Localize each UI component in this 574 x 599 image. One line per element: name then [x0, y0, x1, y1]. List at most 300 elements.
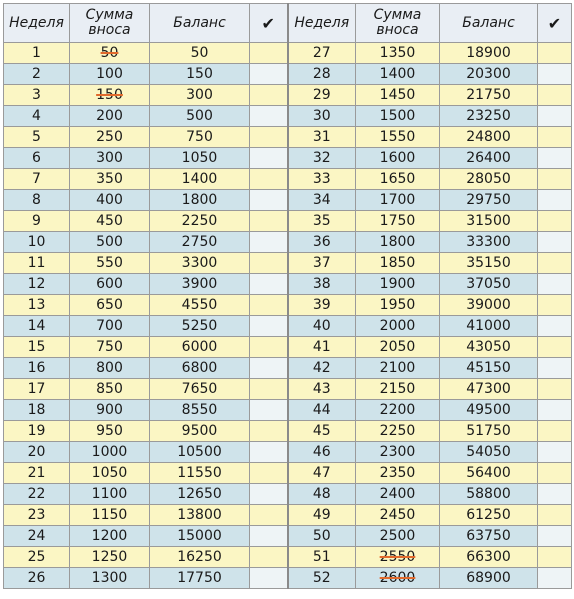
- week-cell-value: 45: [312, 423, 331, 439]
- checkmark-icon: ✔: [250, 4, 288, 43]
- week-cell: [288, 400, 356, 421]
- week-cell: [4, 85, 70, 106]
- deposit-cell: [70, 274, 150, 295]
- week-cell: [288, 211, 356, 232]
- week-cell-value: 46: [312, 444, 331, 460]
- check-cell[interactable]: [250, 547, 288, 568]
- balance-cell: [440, 505, 538, 526]
- balance-cell: [440, 358, 538, 379]
- deposit-cell: [70, 379, 150, 400]
- check-cell[interactable]: [538, 274, 572, 295]
- deposit-cell-value: 2400: [379, 486, 416, 502]
- check-cell[interactable]: [250, 64, 288, 85]
- deposit-cell: [70, 337, 150, 358]
- deposit-cell: [70, 421, 150, 442]
- balance-cell-value: 16250: [177, 549, 222, 565]
- week-cell: [4, 358, 70, 379]
- check-cell[interactable]: [250, 400, 288, 421]
- week-cell-value: 43: [312, 381, 331, 397]
- week-cell-value: 50: [312, 528, 331, 544]
- check-cell[interactable]: [538, 358, 572, 379]
- week-cell-value: 3: [32, 87, 41, 103]
- deposit-cell: [70, 43, 150, 64]
- week-cell-value: 18: [27, 402, 46, 418]
- table-row: [4, 190, 572, 211]
- week-cell-value: 40: [312, 318, 331, 334]
- table-row: [4, 43, 572, 64]
- check-cell[interactable]: [538, 211, 572, 232]
- week-cell: [4, 127, 70, 148]
- balance-cell: [440, 85, 538, 106]
- balance-cell-value: 750: [186, 129, 213, 145]
- deposit-cell-value: 550: [96, 255, 123, 271]
- table-row: [4, 169, 572, 190]
- balance-cell: [150, 190, 250, 211]
- balance-cell: [440, 484, 538, 505]
- balance-cell: [440, 127, 538, 148]
- deposit-cell-value: 2600: [379, 570, 416, 586]
- week-cell: [288, 106, 356, 127]
- week-cell-value: 16: [27, 360, 46, 376]
- week-cell-value: 44: [312, 402, 331, 418]
- table-row: [4, 526, 572, 547]
- balance-cell: [150, 295, 250, 316]
- week-cell: [4, 232, 70, 253]
- balance-cell: [440, 106, 538, 127]
- week-cell-value: 35: [312, 213, 331, 229]
- balance-cell: [150, 274, 250, 295]
- week-cell-value: 21: [27, 465, 46, 481]
- week-cell: [4, 274, 70, 295]
- week-cell-value: 9: [32, 213, 41, 229]
- balance-cell: [440, 295, 538, 316]
- balance-cell-value: 47300: [466, 381, 511, 397]
- week-cell-value: 47: [312, 465, 331, 481]
- balance-cell: [440, 337, 538, 358]
- week-cell: [4, 379, 70, 400]
- week-cell: [4, 169, 70, 190]
- deposit-cell: [70, 190, 150, 211]
- check-cell[interactable]: [250, 85, 288, 106]
- week-cell: [4, 547, 70, 568]
- week-cell: [4, 505, 70, 526]
- check-cell[interactable]: [538, 64, 572, 85]
- balance-cell: [150, 253, 250, 274]
- balance-cell-value: 3300: [181, 255, 218, 271]
- week-cell-value: 34: [312, 192, 331, 208]
- deposit-cell: [356, 505, 440, 526]
- deposit-cell: [356, 211, 440, 232]
- deposit-cell-value: 1000: [91, 444, 128, 460]
- balance-cell: [440, 547, 538, 568]
- balance-cell-value: 1400: [181, 171, 218, 187]
- deposit-cell: [356, 232, 440, 253]
- deposit-cell: [70, 295, 150, 316]
- balance-cell-value: 35150: [466, 255, 511, 271]
- balance-cell: [440, 379, 538, 400]
- deposit-cell: [70, 526, 150, 547]
- week-cell: [288, 568, 356, 589]
- week-cell-value: 39: [312, 297, 331, 313]
- check-cell[interactable]: [250, 253, 288, 274]
- check-cell[interactable]: [538, 148, 572, 169]
- check-cell[interactable]: [538, 316, 572, 337]
- check-cell[interactable]: [538, 484, 572, 505]
- deposit-cell: [356, 43, 440, 64]
- balance-cell: [150, 148, 250, 169]
- deposit-cell-value: 1100: [91, 486, 128, 502]
- week-cell-value: 28: [312, 66, 331, 82]
- balance-cell-value: 12650: [177, 486, 222, 502]
- deposit-cell: [356, 316, 440, 337]
- week-cell-value: 41: [312, 339, 331, 355]
- header-week-right: Неделя: [288, 4, 356, 43]
- balance-cell: [440, 274, 538, 295]
- balance-cell: [150, 211, 250, 232]
- week-cell-value: 30: [312, 108, 331, 124]
- week-cell-value: 25: [27, 549, 46, 565]
- balance-cell-value: 45150: [466, 360, 511, 376]
- savings-schedule-table: [3, 3, 572, 589]
- deposit-cell: [356, 379, 440, 400]
- check-cell[interactable]: [250, 568, 288, 589]
- week-cell: [288, 169, 356, 190]
- balance-cell: [440, 43, 538, 64]
- week-cell: [4, 421, 70, 442]
- week-cell-value: 11: [27, 255, 46, 271]
- deposit-cell: [70, 64, 150, 85]
- week-cell: [288, 274, 356, 295]
- deposit-cell: [356, 337, 440, 358]
- week-cell: [288, 379, 356, 400]
- balance-cell: [440, 211, 538, 232]
- balance-cell: [440, 169, 538, 190]
- deposit-cell: [356, 106, 440, 127]
- check-cell[interactable]: [250, 484, 288, 505]
- check-cell[interactable]: [250, 232, 288, 253]
- check-cell[interactable]: [538, 442, 572, 463]
- week-cell-value: 48: [312, 486, 331, 502]
- deposit-cell-value: 1800: [379, 234, 416, 250]
- balance-cell-value: 68900: [466, 570, 511, 586]
- balance-cell: [150, 421, 250, 442]
- week-cell: [4, 106, 70, 127]
- week-cell: [288, 85, 356, 106]
- balance-cell: [150, 85, 250, 106]
- balance-cell-value: 3900: [181, 276, 218, 292]
- balance-cell: [440, 190, 538, 211]
- balance-cell-value: 6000: [181, 339, 218, 355]
- deposit-cell: [70, 148, 150, 169]
- deposit-cell: [356, 400, 440, 421]
- deposit-cell-value: 1850: [379, 255, 416, 271]
- deposit-cell-value: 50: [100, 45, 119, 61]
- week-cell: [4, 442, 70, 463]
- check-cell[interactable]: [538, 169, 572, 190]
- deposit-cell: [70, 85, 150, 106]
- week-cell: [288, 547, 356, 568]
- deposit-cell: [70, 547, 150, 568]
- week-cell: [4, 400, 70, 421]
- week-cell-value: 19: [27, 423, 46, 439]
- balance-cell: [150, 358, 250, 379]
- week-cell-value: 36: [312, 234, 331, 250]
- check-cell[interactable]: [250, 190, 288, 211]
- deposit-cell-value: 400: [96, 192, 123, 208]
- deposit-cell-value: 250: [96, 129, 123, 145]
- deposit-cell-value: 2050: [379, 339, 416, 355]
- check-cell[interactable]: [538, 85, 572, 106]
- balance-cell-value: 150: [186, 66, 213, 82]
- check-cell[interactable]: [538, 568, 572, 589]
- week-cell-value: 10: [27, 234, 46, 250]
- balance-cell-value: 9500: [181, 423, 218, 439]
- balance-cell: [150, 43, 250, 64]
- deposit-cell-value: 700: [96, 318, 123, 334]
- week-cell-value: 14: [27, 318, 46, 334]
- balance-cell-value: 15000: [177, 528, 222, 544]
- check-cell[interactable]: [538, 43, 572, 64]
- week-cell: [288, 43, 356, 64]
- balance-cell-value: 49500: [466, 402, 511, 418]
- week-cell-value: 1: [32, 45, 41, 61]
- week-cell: [4, 190, 70, 211]
- deposit-cell-value: 1950: [379, 297, 416, 313]
- deposit-cell: [70, 568, 150, 589]
- check-cell[interactable]: [538, 379, 572, 400]
- check-cell[interactable]: [250, 379, 288, 400]
- check-cell[interactable]: [250, 127, 288, 148]
- check-cell[interactable]: [250, 295, 288, 316]
- balance-cell-value: 51750: [466, 423, 511, 439]
- deposit-cell-value: 900: [96, 402, 123, 418]
- balance-cell-value: 33300: [466, 234, 511, 250]
- deposit-cell: [70, 211, 150, 232]
- deposit-cell-value: 2450: [379, 507, 416, 523]
- table-row: [4, 106, 572, 127]
- check-cell[interactable]: [250, 106, 288, 127]
- balance-cell-value: 6800: [181, 360, 218, 376]
- table-row: [4, 85, 572, 106]
- week-cell: [288, 337, 356, 358]
- header-deposit-right: Сумма вноса: [356, 4, 440, 43]
- deposit-cell-value: 1650: [379, 171, 416, 187]
- deposit-cell: [70, 253, 150, 274]
- check-cell[interactable]: [538, 190, 572, 211]
- week-cell: [288, 316, 356, 337]
- week-cell: [288, 127, 356, 148]
- balance-cell-value: 2750: [181, 234, 218, 250]
- balance-cell-value: 43050: [466, 339, 511, 355]
- balance-cell: [150, 232, 250, 253]
- week-cell: [288, 421, 356, 442]
- table-row: [4, 505, 572, 526]
- week-cell-value: 27: [312, 45, 331, 61]
- deposit-cell-value: 1150: [91, 507, 128, 523]
- balance-cell-value: 31500: [466, 213, 511, 229]
- deposit-cell: [70, 463, 150, 484]
- check-cell[interactable]: [250, 337, 288, 358]
- deposit-cell: [70, 316, 150, 337]
- check-cell[interactable]: [538, 106, 572, 127]
- week-cell-value: 33: [312, 171, 331, 187]
- week-cell-value: 32: [312, 150, 331, 166]
- deposit-cell-value: 1200: [91, 528, 128, 544]
- deposit-cell-value: 1900: [379, 276, 416, 292]
- table-row: [4, 64, 572, 85]
- balance-cell: [150, 547, 250, 568]
- balance-cell-value: 13800: [177, 507, 222, 523]
- check-cell[interactable]: [250, 274, 288, 295]
- deposit-cell-value: 450: [96, 213, 123, 229]
- check-cell[interactable]: [538, 337, 572, 358]
- table-row: [4, 484, 572, 505]
- deposit-cell-value: 1550: [379, 129, 416, 145]
- balance-cell-value: 26400: [466, 150, 511, 166]
- balance-cell-value: 58800: [466, 486, 511, 502]
- check-cell[interactable]: [538, 526, 572, 547]
- deposit-cell-value: 2550: [379, 549, 416, 565]
- check-cell[interactable]: [538, 505, 572, 526]
- deposit-cell-value: 200: [96, 108, 123, 124]
- week-cell: [4, 526, 70, 547]
- table-row: [4, 232, 572, 253]
- deposit-cell: [356, 127, 440, 148]
- table-row: [4, 253, 572, 274]
- balance-cell-value: 29750: [466, 192, 511, 208]
- deposit-cell: [356, 64, 440, 85]
- deposit-cell: [70, 505, 150, 526]
- balance-cell-value: 66300: [466, 549, 511, 565]
- deposit-cell-value: 1500: [379, 108, 416, 124]
- check-cell[interactable]: [250, 421, 288, 442]
- check-cell[interactable]: [538, 127, 572, 148]
- deposit-cell-value: 2200: [379, 402, 416, 418]
- balance-cell: [150, 337, 250, 358]
- deposit-cell-value: 1600: [379, 150, 416, 166]
- balance-cell-value: 2250: [181, 213, 218, 229]
- balance-cell: [440, 463, 538, 484]
- deposit-cell: [356, 148, 440, 169]
- header-balance-right: Баланс: [440, 4, 538, 43]
- deposit-cell-value: 1750: [379, 213, 416, 229]
- table-row: [4, 316, 572, 337]
- check-cell[interactable]: [538, 253, 572, 274]
- balance-cell: [440, 421, 538, 442]
- check-cell[interactable]: [250, 442, 288, 463]
- balance-cell-value: 500: [186, 108, 213, 124]
- week-cell: [288, 253, 356, 274]
- deposit-cell-value: 2000: [379, 318, 416, 334]
- balance-cell: [150, 106, 250, 127]
- balance-cell-value: 28050: [466, 171, 511, 187]
- week-cell-value: 13: [27, 297, 46, 313]
- table-row: [4, 127, 572, 148]
- deposit-cell: [70, 400, 150, 421]
- week-cell-value: 17: [27, 381, 46, 397]
- check-cell[interactable]: [250, 505, 288, 526]
- balance-cell-value: 10500: [177, 444, 222, 460]
- week-cell: [288, 64, 356, 85]
- deposit-cell: [70, 127, 150, 148]
- balance-cell-value: 20300: [466, 66, 511, 82]
- week-cell-value: 38: [312, 276, 331, 292]
- table-row: [4, 274, 572, 295]
- deposit-cell-value: 2100: [379, 360, 416, 376]
- check-cell[interactable]: [250, 43, 288, 64]
- deposit-cell: [356, 442, 440, 463]
- table-row: [4, 379, 572, 400]
- week-cell-value: 7: [32, 171, 41, 187]
- table-row: [4, 421, 572, 442]
- balance-cell: [440, 568, 538, 589]
- deposit-cell: [70, 232, 150, 253]
- balance-cell-value: 54050: [466, 444, 511, 460]
- deposit-cell: [356, 421, 440, 442]
- balance-cell-value: 1800: [181, 192, 218, 208]
- deposit-cell-value: 2300: [379, 444, 416, 460]
- balance-cell-value: 37050: [466, 276, 511, 292]
- deposit-cell: [356, 85, 440, 106]
- table-row: [4, 547, 572, 568]
- balance-cell: [150, 64, 250, 85]
- balance-cell: [440, 316, 538, 337]
- check-cell[interactable]: [250, 526, 288, 547]
- week-cell-value: 12: [27, 276, 46, 292]
- check-cell[interactable]: [538, 295, 572, 316]
- check-cell[interactable]: [250, 211, 288, 232]
- deposit-cell: [356, 253, 440, 274]
- week-cell-value: 29: [312, 87, 331, 103]
- balance-cell: [150, 169, 250, 190]
- deposit-cell: [70, 106, 150, 127]
- check-cell[interactable]: [250, 169, 288, 190]
- check-cell[interactable]: [250, 463, 288, 484]
- balance-cell-value: 1050: [181, 150, 218, 166]
- check-cell[interactable]: [538, 463, 572, 484]
- balance-cell: [150, 127, 250, 148]
- balance-cell-value: 5250: [181, 318, 218, 334]
- balance-cell: [440, 526, 538, 547]
- week-cell: [288, 232, 356, 253]
- table-row: [4, 211, 572, 232]
- check-cell[interactable]: [250, 358, 288, 379]
- week-cell-value: 8: [32, 192, 41, 208]
- deposit-cell: [70, 169, 150, 190]
- deposit-cell-value: 1250: [91, 549, 128, 565]
- week-cell-value: 23: [27, 507, 46, 523]
- check-cell[interactable]: [538, 400, 572, 421]
- check-cell[interactable]: [538, 547, 572, 568]
- week-cell-value: 22: [27, 486, 46, 502]
- check-cell[interactable]: [250, 148, 288, 169]
- week-cell-value: 6: [32, 150, 41, 166]
- table-row: [4, 400, 572, 421]
- week-cell-value: 20: [27, 444, 46, 460]
- week-cell: [4, 295, 70, 316]
- deposit-cell-value: 750: [96, 339, 123, 355]
- week-cell: [4, 484, 70, 505]
- deposit-cell-value: 950: [96, 423, 123, 439]
- table-row: [4, 295, 572, 316]
- check-cell[interactable]: [538, 421, 572, 442]
- deposit-cell-value: 350: [96, 171, 123, 187]
- balance-cell: [150, 379, 250, 400]
- check-cell[interactable]: [538, 232, 572, 253]
- header-balance-left: Баланс: [150, 4, 250, 43]
- balance-cell: [150, 400, 250, 421]
- check-cell[interactable]: [250, 316, 288, 337]
